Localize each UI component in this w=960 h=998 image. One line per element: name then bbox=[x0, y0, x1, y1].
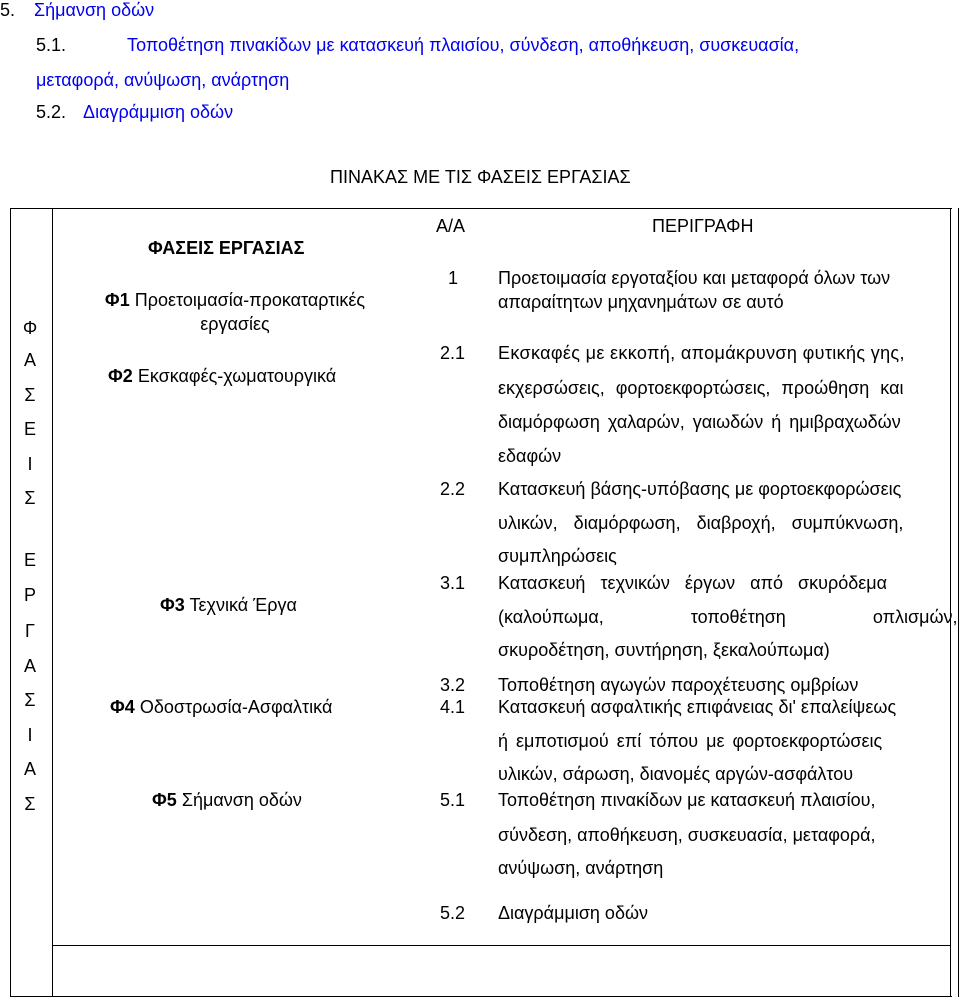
outline-title-line: Τοποθέτηση πινακίδων με κατασκευή πλαισίου, σύνδεση, αποθήκευση, συσκευασία, bbox=[127, 35, 800, 55]
vertical-label-letter: Ε bbox=[23, 419, 36, 439]
phase-f2 bbox=[108, 366, 336, 387]
description-line: διαμόρφωση χαλαρών, γαιωδών ή ημιβραχωδών bbox=[498, 412, 901, 432]
phase-f1-continuation: εργασίες bbox=[200, 314, 270, 334]
description-line: Κατασκευή ασφαλτικής επιφάνειας δι' επαλείψεως bbox=[498, 697, 897, 717]
description-line: σκυροδέτηση, συντήρηση, ξεκαλούπωμα) bbox=[498, 640, 830, 660]
outline-number: 5.1. bbox=[36, 35, 67, 55]
phase-name: Τεχνικά Έργα bbox=[189, 595, 297, 615]
description-line-justified bbox=[498, 343, 942, 364]
phase-name: Εκσκαφές-χωματουργικά bbox=[137, 366, 337, 386]
vertical-label-letter: Σ bbox=[24, 690, 36, 710]
row-number: 2.1 bbox=[440, 343, 466, 363]
header-phases: ΦΑΣΕΙΣ ΕΡΓΑΣΙΑΣ bbox=[148, 238, 305, 258]
outline-title: Σήμανση οδών bbox=[34, 0, 155, 20]
header-aa: Α/Α bbox=[436, 216, 466, 236]
table-divider-2 bbox=[950, 208, 951, 997]
row-number: 5.2 bbox=[440, 903, 466, 923]
phase-code: Φ4 bbox=[110, 697, 135, 717]
vertical-label-letter: Ι bbox=[27, 725, 33, 745]
row-number: 4.1 bbox=[440, 697, 466, 717]
outline-item-5-2 bbox=[36, 102, 233, 123]
outline-item-5-1-continuation: μεταφορά, ανύψωση, ανάρτηση bbox=[36, 70, 290, 90]
description-line: υλικών, διαμόρφωση, διαβροχή, συμπύκνωση, bbox=[498, 513, 904, 533]
vertical-label-letter: Α bbox=[23, 656, 36, 676]
phase-code: Φ5 bbox=[152, 790, 177, 810]
table-row-separator bbox=[52, 945, 950, 946]
outline-number: 5. bbox=[0, 0, 16, 20]
vertical-label-letter: Ε bbox=[23, 550, 36, 570]
row-number: 1 bbox=[448, 268, 459, 288]
description-line: (καλούπωμα, τοποθέτηση οπλισμών, bbox=[498, 607, 958, 627]
vertical-label-letter: Α bbox=[23, 759, 36, 779]
description-line-justified bbox=[498, 378, 942, 399]
description-line: Τοποθέτηση πινακίδων με κατασκευή πλαισίου, bbox=[498, 790, 876, 810]
outline-item-5-1 bbox=[36, 35, 799, 56]
vertical-label-letter: Ι bbox=[27, 454, 33, 474]
header-description: ΠΕΡΙΓΡΑΦΗ bbox=[652, 216, 754, 236]
description-line-justified bbox=[498, 412, 942, 433]
description-line: υλικών, σάρωση, διανομές αργών-ασφάλτου bbox=[498, 764, 854, 784]
vertical-label-letter: Φ bbox=[22, 318, 38, 338]
vertical-label-letter: Α bbox=[23, 350, 36, 370]
table-border-top bbox=[10, 208, 952, 209]
phase-name: Σήμανση οδών bbox=[181, 790, 302, 810]
vertical-label-letter: Γ bbox=[25, 621, 35, 641]
description-line: Διαγράμμιση οδών bbox=[498, 903, 649, 923]
description-line: εδαφών bbox=[498, 446, 562, 466]
description-line: εκχερσώσεις, φορτοεκφορτώσεις, προώθηση και bbox=[498, 378, 904, 398]
vertical-label-letter: Ρ bbox=[23, 585, 36, 605]
phase-code: Φ1 bbox=[104, 290, 130, 310]
outline-title: Διαγράμμιση οδών bbox=[83, 102, 234, 122]
description-line: συμπληρώσεις bbox=[498, 546, 617, 566]
table-title: ΠΙΝΑΚΑΣ ΜΕ ΤΙΣ ΦΑΣΕΙΣ ΕΡΓΑΣΙΑΣ bbox=[330, 167, 631, 187]
description-line: Εκσκαφές με εκκοπή, απομάκρυνση φυτικής γης, bbox=[498, 343, 905, 363]
description-line: απαραίτητων μηχανημάτων σε αυτό bbox=[498, 292, 784, 312]
description-line: ή εμποτισμού επί τόπου με φορτοεκφορτώσεις bbox=[498, 731, 883, 751]
table-border-bottom bbox=[10, 996, 952, 997]
phase-f5 bbox=[152, 790, 302, 811]
table-border-right bbox=[958, 208, 959, 997]
row-number: 5.1 bbox=[440, 790, 466, 810]
phase-f3 bbox=[160, 595, 297, 616]
phase-name: Οδοστρωσία-Ασφαλτικά bbox=[139, 697, 333, 717]
vertical-label-letter: Σ bbox=[24, 385, 36, 405]
phase-f1 bbox=[60, 290, 410, 311]
description-line: Τοποθέτηση αγωγών παροχέτευσης ομβρίων bbox=[498, 675, 859, 695]
description-line: ανύψωση, ανάρτηση bbox=[498, 858, 664, 878]
phase-code: Φ2 bbox=[108, 366, 133, 386]
phase-f4 bbox=[110, 697, 332, 718]
vertical-label-letter: Σ bbox=[24, 794, 36, 814]
row-number: 3.2 bbox=[440, 675, 466, 695]
description-line: Προετοιμασία εργοταξίου και μεταφορά όλων των bbox=[498, 268, 891, 288]
vertical-label-letter: Σ bbox=[24, 488, 36, 508]
phase-code: Φ3 bbox=[160, 595, 185, 615]
outline-item-5 bbox=[0, 0, 154, 21]
description-line: σύνδεση, αποθήκευση, συσκευασία, μεταφορά, bbox=[498, 825, 876, 845]
row-number: 2.2 bbox=[440, 479, 466, 499]
description-line: Κατασκευή τεχνικών έργων από σκυρόδεμα bbox=[498, 573, 888, 593]
table-divider-1 bbox=[52, 208, 53, 997]
outline-number: 5.2. bbox=[36, 102, 67, 122]
description-line: Κατασκευή βάσης-υπόβασης με φορτοεκφορώσεις bbox=[498, 479, 902, 499]
row-number: 3.1 bbox=[440, 573, 466, 593]
phase-name: Προετοιμασία-προκαταρτικές bbox=[134, 290, 366, 310]
